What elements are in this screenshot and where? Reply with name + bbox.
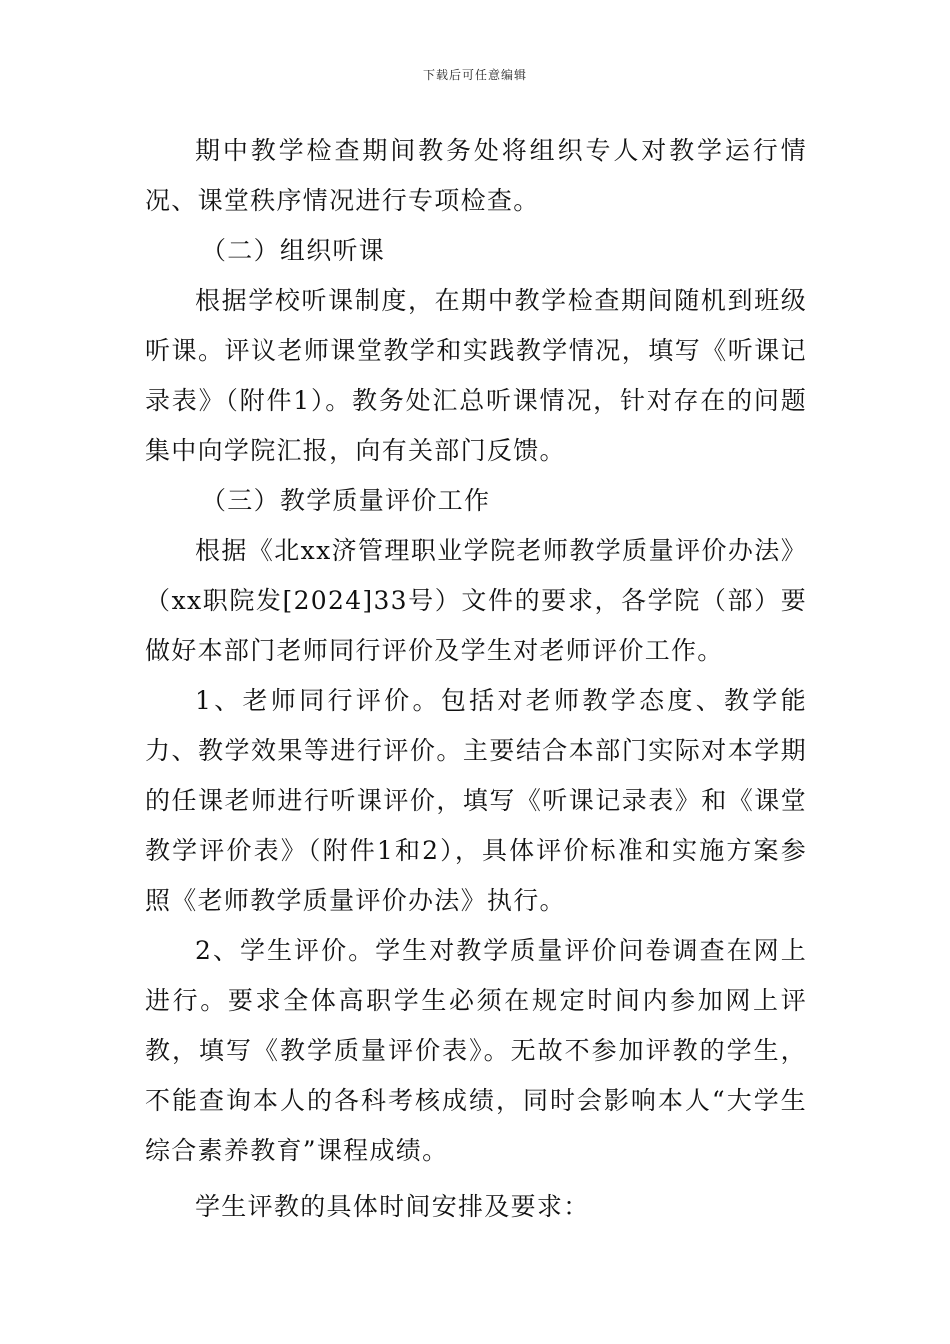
paragraph-lecture-observation: 根据学校听课制度，在期中教学检查期间随机到班级听课。评议老师课堂教学和实践教学情况，填写《听课记录表》（附件1）。教务处汇总听课情况，针对存在的问题集中向学院汇报，向有关部门反馈。: [145, 286, 807, 465]
page-header-note: 下载后可任意编辑: [422, 68, 527, 82]
section-heading-2: （二）组织听课: [201, 236, 386, 265]
paragraph-peer-evaluation: 1、老师同行评价。包括对老师教学态度、教学能力、教学效果等进行评价。主要结合本部门实际对本学期的任课老师进行听课评价，填写《听课记录表》和《课堂教学评价表》（附件1和2），具体评价标准和实施方案参照《老师教学质量评价办法》执行。: [145, 686, 807, 915]
paragraph-inspection: 期中教学检查期间教务处将组织专人对教学运行情况、课堂秩序情况进行专项检查。: [145, 136, 807, 215]
document-body: [145, 126, 807, 1232]
paragraph-schedule-intro: 学生评教的具体时间安排及要求：: [195, 1192, 590, 1221]
section-heading-3: （三）教学质量评价工作: [201, 486, 491, 515]
paragraph-student-evaluation: 2、学生评价。学生对教学质量评价问卷调查在网上进行。要求全体高职学生必须在规定时间内参加网上评教，填写《教学质量评价表》。无故不参加评教的学生，不能查询本人的各科考核成绩，同时会影响本人“大学生综合素养教育”课程成绩。: [145, 936, 807, 1165]
paragraph-evaluation-basis: 根据《北xx济管理职业学院老师教学质量评价办法》（xx职院发[2024]33号）文件的要求，各学院（部）要做好本部门老师同行评价及学生对老师评价工作。: [145, 536, 807, 665]
